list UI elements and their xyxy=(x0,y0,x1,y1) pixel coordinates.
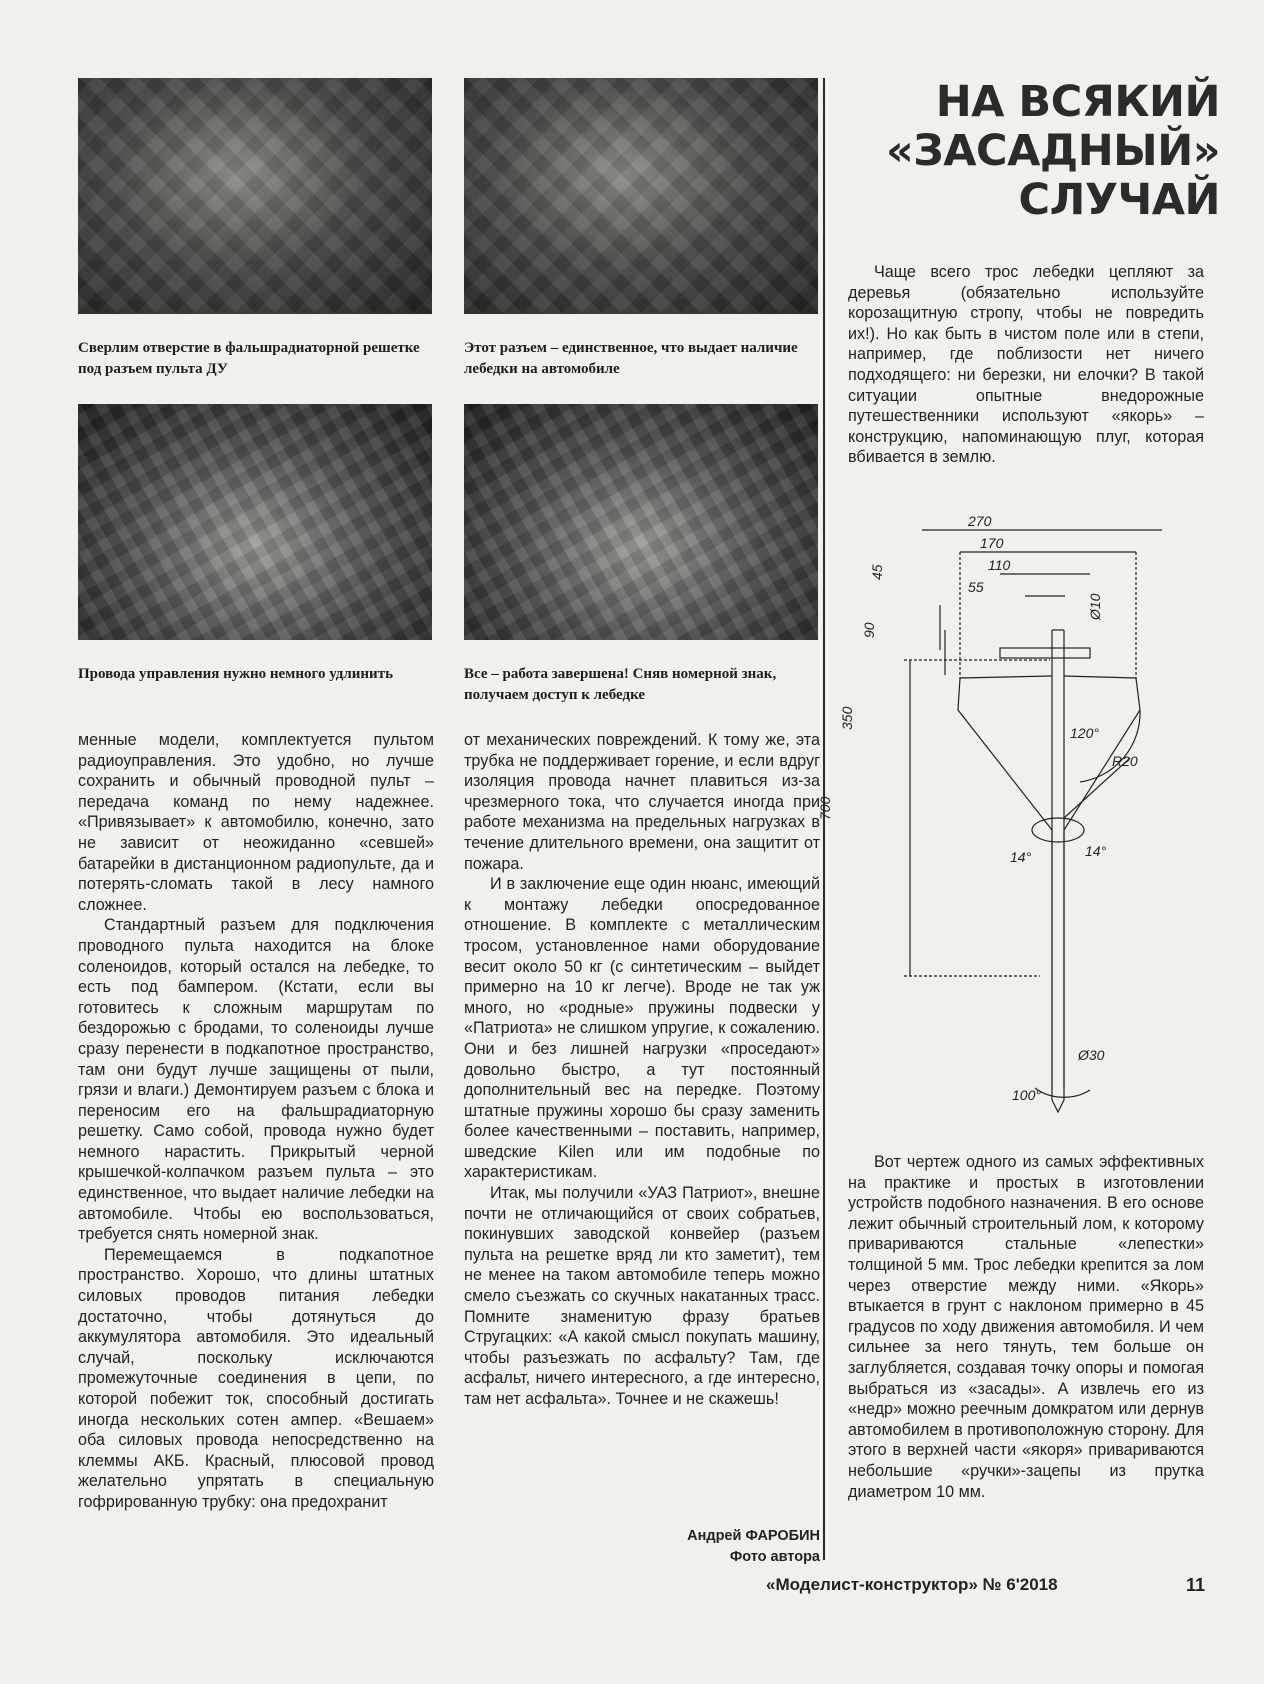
photo-finished-car xyxy=(464,404,818,640)
sidebar-body xyxy=(848,1152,1204,1502)
dim-label: 14° xyxy=(1010,849,1032,865)
dim-label: 45 xyxy=(869,564,885,580)
photo-caption-4: Все – работа завершена! Сняв номерной знак, получаем доступ к лебедке xyxy=(464,666,777,703)
dim-label: R20 xyxy=(1112,753,1138,769)
article-signature xyxy=(460,1526,820,1568)
page-number: 11 xyxy=(1186,1575,1206,1595)
paragraph: менные модели, комплектуется пультом радиоуправления. Это удобно, но лучше сохранить и обычный проводной пульт – передача команд по нему надежнее. «Привязывает» к автомобилю, конечно, зато не зависит от неожиданно «севшей» батарейки в дистанционном радиопульте, да и потерять-сломать такой в лесу намного сложнее. xyxy=(78,731,434,914)
magazine-name: «Моделист-конструктор» № 6'2018 xyxy=(766,1575,1058,1594)
sidebar-headline xyxy=(830,78,1220,225)
photo-credit: Фото автора xyxy=(729,1549,820,1565)
dim-label: 14° xyxy=(1085,843,1107,859)
dim-label: 170 xyxy=(980,535,1004,551)
cable-hole xyxy=(1032,818,1084,842)
paragraph: Итак, мы получили «УАЗ Патриот», внешне почти не отличающийся от своих собратьев, покинувших заводской конвейер (разъем пульта на решетке вряд ли кто заметит), тем не менее на таком автомобиле теперь можно смело съезжать со скучных накатанных трасс. Помните знаменитую фразу братьев Стругацких: «А какой смысл покупать машину, чтобы разъезжать по асфальту? Там, где асфальт, ничего интересного, а где интересно, там нет асфальта». Точнее и не скажешь! xyxy=(464,1184,820,1408)
sidebar-intro xyxy=(848,262,1204,468)
dim-label: 55 xyxy=(968,579,984,595)
paragraph: И в заключение еще один нюанс, имеющий к монтажу лебедки опосредованное отношение. В комплекте с металлическим тросом, установленное нами оборудование весит около 50 кг (с синтетическим – выйдет примерно на 10 кг легче). Вроде не так уж много, но «родные» пружины подвески у «Патриота» не слишком упругие, к сожалению. Они и без лишней нагрузки «проседают» довольно быстро, а тут постоянный дополнительный вес на передке. Поэтому штатные пружины хорошо бы сразу заменить более качественными – поставить, например, шведские Kilen или им подобные по характеристикам. xyxy=(464,875,820,1182)
middle-text-column xyxy=(464,730,820,1410)
paragraph: Чаще всего трос лебедки цепляют за деревья (обязательно используйте корозащитную стропу, чтобы не повредить их!). Но как быть в чистом поле или в степи, например, где поблизости нет ничего подходящего: ни березки, ни елочки? В такой ситуации опытные внедорожные путешественники используют «якорь» – конструкцию, напоминающую плуг, которая вбивается в землю. xyxy=(848,263,1204,467)
photo-control-wires xyxy=(78,404,432,640)
dim-label: 110 xyxy=(988,557,1011,573)
dim-label: Ø10 xyxy=(1087,593,1103,620)
petal-outline xyxy=(958,676,1140,1112)
photo-drilling-grille xyxy=(78,78,432,314)
dim-label: 120° xyxy=(1070,725,1099,741)
handle-shape xyxy=(1000,648,1090,658)
dim-label: 350 xyxy=(839,706,855,730)
paragraph: Вот чертеж одного из самых эффективных на практике и простых в изготовлении устройств подобного назначения. В его основе лежит обычный строительный лом, к которому привариваются стальные «лепестки» толщиной 5 мм. Трос лебедки крепится за лом через отверстие между ними. «Якорь» втыкается в грунт с наклоном примерно в 45 градусов по ходу движения автомобиля. И чем сильнее за него тянуть, тем больше он заглубляется, создавая точку опоры и помогая выбраться из «засады». А извлечь его из «недр» можно реечным домкратом или дернув автомобилем в противоположную сторону. Для этого в верхней части «якоря» привариваются небольшие «ручки»-зацепы из прутка диаметром 10 мм. xyxy=(848,1153,1204,1501)
photo-caption-1: Сверлим отверстие в фальшрадиаторной решетке под разъем пульта ДУ xyxy=(78,340,420,377)
paragraph: Стандартный разъем для подключения проводного пульта находится на блоке соленоидов, который остался на лебедке, то есть под бампером. (Кстати, если вы готовитесь к сложным маршрутам по бездорожью с бродами, то соленоиды лучше сразу перенести в подкапотное пространство, там они будут лучше защищены от пыли, грязи и влаги.) Демонтируем разъем с блока и переносим его на фальшрадиаторную решетку. Само собой, провода нужно будет немного нарастить. Прикрытый черной крышечкой-колпачком разъем пульта – это единственное, что выдает наличие лебедки на автомобиле. Чтобы ею воспользоваться, требуется снять номерной знак. xyxy=(78,916,434,1244)
headline-line: «ЗАСАДНЫЙ» xyxy=(885,126,1220,176)
headline-line: СЛУЧАЙ xyxy=(1018,175,1220,225)
left-text-column xyxy=(78,730,434,1513)
paragraph: Перемещаемся в подкапотное пространство. Хорошо, что длины штатных силовых проводов питания лебедки достаточно, чтобы дотянуться до аккумулятора автомобиля. Это идеальный случай, поскольку исключаются промежуточные соединения в цепи, по которой побежит ток, способный достигать иногда нескольких сотен ампер. «Вешаем» оба силовых провода непосредственно на клеммы АКБ. Красный, плюсовой провод желательно упрятать в специальную гофрированную трубку: она предохранит xyxy=(78,1245,434,1511)
dim-label: 100° xyxy=(1012,1087,1041,1103)
dim-label: 270 xyxy=(968,513,992,529)
dim-label: 90 xyxy=(861,622,877,638)
anchor-drawing xyxy=(817,500,1210,1140)
photo-caption-2: Этот разъем – единственное, что выдает наличие лебедки на автомобиле xyxy=(464,340,798,377)
photo-remote-connector xyxy=(464,78,818,314)
headline-line: НА ВСЯКИЙ xyxy=(935,77,1220,127)
paragraph: от механических повреждений. К тому же, эта трубка не поддерживает горение, и если вдруг изоляция провода начнет плавиться из-за чрезмерного тока, что случается иногда при работе механизма на предельных нагрузках в течение длительного времени, она защитит от пожара. xyxy=(464,731,820,873)
photo-caption-3: Провода управления нужно немного удлинить xyxy=(78,666,393,682)
author-name: Андрей ФАРОБИН xyxy=(687,1528,820,1544)
dim-label: Ø30 xyxy=(1078,1047,1105,1063)
dim-label: 700 xyxy=(817,796,833,820)
